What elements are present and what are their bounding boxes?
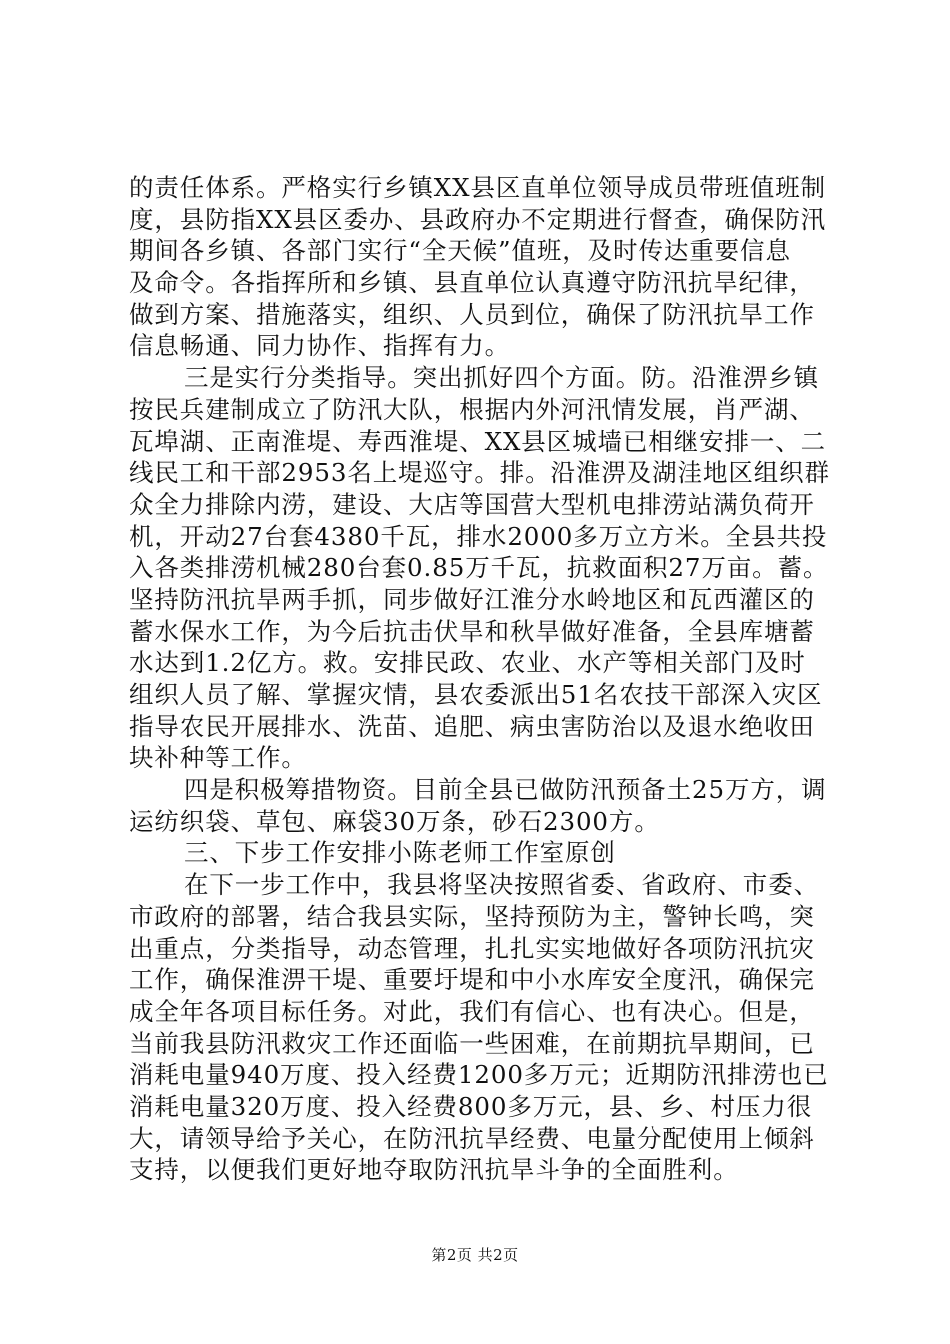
- text-line: 度，县防指XX县区委办、县政府办不定期进行督查，确保防汛: [129, 204, 827, 234]
- text-line: 的责任体系。严格实行乡镇XX县区直单位领导成员带班值班制: [129, 173, 827, 202]
- document-body: [129, 172, 834, 1186]
- text-line: 水达到1.2亿方。救。安排民政、农业、水产等相关部门及时: [129, 648, 806, 678]
- text-line: 组织人员了解、掌握灾情，县农委派出51名农技干部深入灾区: [129, 680, 823, 709]
- text-line: 瓦埠湖、正南淮堤、寿西淮堤、XX县区城墙已相继安排一、二: [129, 426, 827, 456]
- text-line: 工作，确保淮淠干堤、重要圩堤和中小水库安全度汛，确保完: [129, 965, 815, 995]
- text-line: 及命令。各指挥所和乡镇、县直单位认真遵守防汛抗旱纪律，: [129, 268, 815, 298]
- text-line: 运纺织袋、草包、麻袋30万条，砂石2300方。: [129, 806, 660, 836]
- text-line: 线民工和干部2953名上堤巡守。排。沿淮淠及湖洼地区组织群: [129, 458, 830, 488]
- text-line: 众全力排除内涝，建设、大店等国营大型机电排涝站满负荷开: [129, 489, 815, 519]
- text-line: 指导农民开展排水、洗苗、追肥、病虫害防治以及退水绝收田: [129, 711, 815, 741]
- page-footer: 第2页 共2页: [431, 1246, 519, 1264]
- text-line: 做到方案、措施落实，组织、人员到位，确保了防汛抗旱工作: [129, 299, 815, 329]
- text-line: 期间各乡镇、各部门实行“全天候”值班，及时传达重要信息: [129, 236, 791, 266]
- text-line: 按民兵建制成立了防汛大队，根据内外河汛情发展，肖严湖、: [129, 394, 815, 424]
- text-line: 信息畅通、同力协作、指挥有力。: [129, 331, 510, 361]
- text-line: 大，请领导给予关心，在防汛抗旱经费、电量分配使用上倾斜: [129, 1123, 815, 1153]
- text-line: 四是积极筹措物资。目前全县已做防汛预备土25万方，调: [184, 775, 827, 805]
- text-line: 三是实行分类指导。突出抓好四个方面。防。沿淮淠乡镇: [184, 363, 819, 393]
- text-line: 三、下步工作安排小陈老师工作室原创: [184, 838, 616, 868]
- text-line: 蓄水保水工作，为今后抗击伏旱和秋旱做好准备，全县库塘蓄: [129, 616, 815, 646]
- text-line: 坚持防汛抗旱两手抓，同步做好江淮分水岭地区和瓦西灌区的: [129, 584, 815, 614]
- text-line: 市政府的部署，结合我县实际，坚持预防为主，警钟长鸣，突: [129, 901, 815, 931]
- text-line: 消耗电量940万度、投入经费1200多万元；近期防汛排涝也已: [129, 1060, 829, 1090]
- text-line: 入各类排涝机械280台套0.85万千瓦，抗救面积27万亩。蓄。: [129, 553, 829, 583]
- text-line: 机，开动27台套4380千瓦，排水2000多万立方米。全县共投: [129, 521, 828, 551]
- text-line: 支持，以便我们更好地夺取防汛抗旱斗争的全面胜利。: [129, 1155, 739, 1185]
- text-line: 在下一步工作中，我县将坚决按照省委、省政府、市委、: [184, 870, 819, 900]
- text-line: 成全年各项目标任务。对此，我们有信心、也有决心。但是，: [129, 996, 815, 1026]
- text-line: 消耗电量320万度、投入经费800多万元，县、乡、村压力很: [129, 1091, 813, 1121]
- text-line: 块补种等工作。: [129, 743, 307, 773]
- text-line: 出重点，分类指导，动态管理，扎扎实实地做好各项防汛抗灾: [129, 933, 815, 963]
- text-line: 当前我县防汛救灾工作还面临一些困难，在前期抗旱期间，已: [129, 1028, 815, 1058]
